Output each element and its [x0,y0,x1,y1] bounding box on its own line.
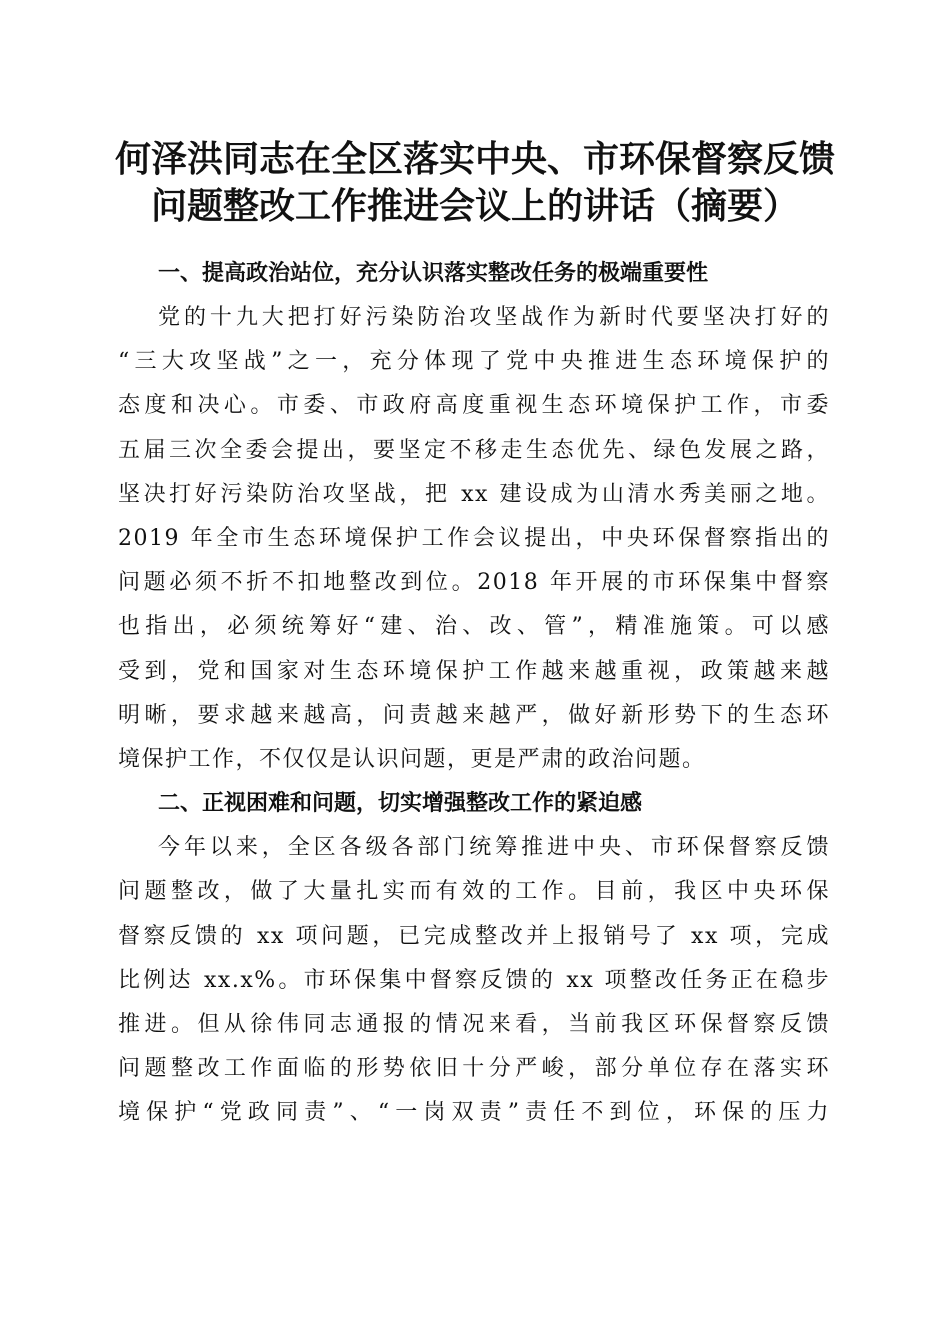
section-2-paragraph [118,826,830,1135]
text-line: 坚决打好污染防治攻坚战，把 xx 建设成为山清水秀美丽之地。 [118,481,830,507]
text-line: 也指出，必须统筹好“建、治、改、管”，精准施策。可以感 [118,614,830,640]
text-line: 党的十九大把打好污染防治攻坚战作为新时代要坚决打好的 [158,305,830,330]
text-line: 督察反馈的 xx 项问题，已完成整改并上报销号了 xx 项，完成 [118,923,830,949]
section-2-heading: 二、正视困难和问题，切实增强整改工作的紧迫感 [158,791,643,817]
title-line-1: 何泽洪同志在全区落实中央、市环保督察反馈 [114,138,835,180]
text-line: 问题必须不折不扣地整改到位。2018 年开展的市环保集中督察 [118,570,830,596]
text-line: 比例达 xx.x%。市环保集中督察反馈的 xx 项整改任务正在稳步 [118,967,830,993]
text-line: 问题整改，做了大量扎实而有效的工作。目前，我区中央环保 [118,879,830,905]
document-body [118,252,830,1136]
section-1-heading: 一、提高政治站位，充分认识落实整改任务的极端重要性 [158,261,709,286]
text-line: “三大攻坚战”之一，充分体现了党中央推进生态环境保护的 [118,349,830,375]
text-line: 问题整改工作面临的形势依旧十分严峻，部分单位存在落实环 [118,1056,830,1082]
text-line: 境保护“党政同责”、“一岗双责”责任不到位，环保的压力 [118,1100,830,1126]
text-line: 2019 年全市生态环境保护工作会议提出，中央环保督察指出的 [118,526,830,552]
text-line: 境保护工作，不仅仅是认识问题，更是严肃的政治问题。 [118,747,706,773]
text-line: 明晰，要求越来越高，问责越来越严，做好新形势下的生态环 [118,702,830,728]
text-line: 今年以来，全区各级各部门统筹推进中央、市环保督察反馈 [158,835,830,861]
text-line: 推进。但从徐伟同志通报的情况来看，当前我区环保督察反馈 [118,1012,830,1038]
text-line: 受到，党和国家对生态环境保护工作越来越重视，政策越来越 [118,658,830,684]
text-line: 态度和决心。市委、市政府高度重视生态环境保护工作，市委 [118,393,830,419]
document-title [100,136,850,230]
section-1-paragraph [118,296,830,782]
title-line-2: 问题整改工作推进会议上的讲话（摘要） [150,185,799,227]
text-line: 五届三次全委会提出，要坚定不移走生态优先、绿色发展之路， [118,437,830,463]
